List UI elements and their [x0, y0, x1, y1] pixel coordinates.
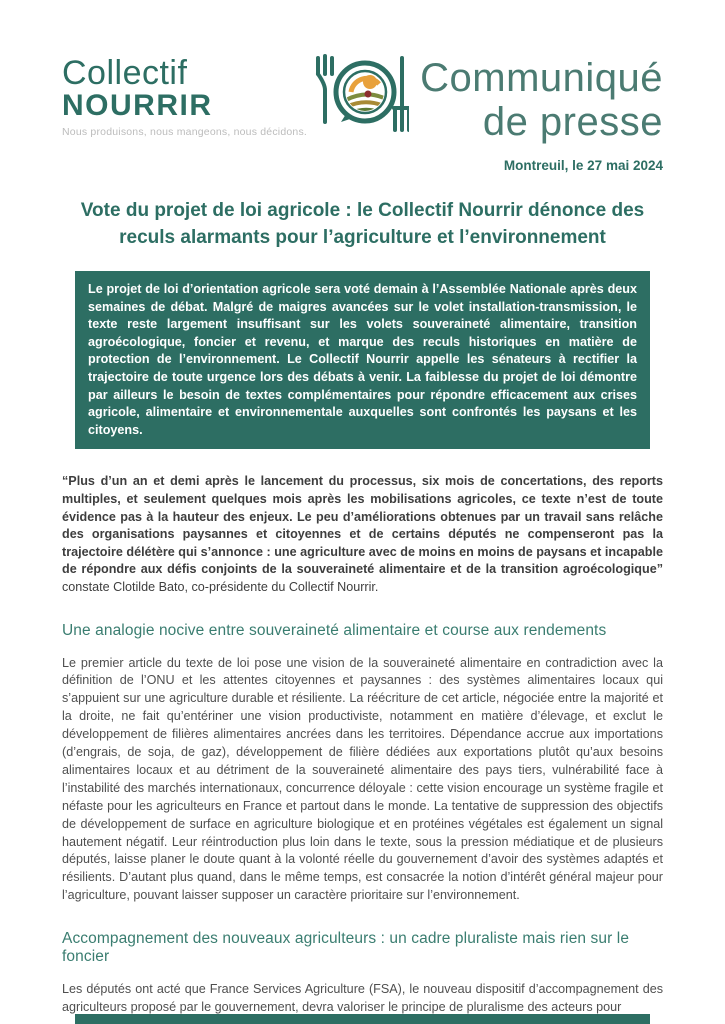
- section-heading-accompagnement: Accompagnement des nouveaux agriculteurs : un cadre pluraliste mais rien sur le foncier: [62, 930, 630, 966]
- headline: Vote du projet de loi agricole : le Collectif Nourrir dénonce des reculs alarmants pour l’agriculture et l’environnement: [80, 200, 645, 248]
- quote-paragraph: [62, 473, 663, 596]
- dateline: Montreuil, le 27 mai 2024: [503, 158, 663, 173]
- logo-tagline: Nous produisons, nous mangeons, nous décidons.: [62, 126, 308, 138]
- section-body-souverainete: Le premier article du texte de loi pose une vision de la souveraineté alimentaire en contradiction avec la définition de l’ONU et les attentes citoyennes et paysannes : des systèmes alimentaires locaux qui s’appuient sur une agriculture durable et résiliente. La réécriture de cet article, négociée entre la majorité et la droite, ne fait qu’entériner une vision productiviste, notamment en matière d’élevage, et exclut le développement de filières alimentaires ancrées dans les territoires. Dépendance accrue aux importations (d’engrais, de soja, de gaz), développement de filière dédiées aux exportations plutôt qu’aux besoins alimentaires locaux et au détriment de la souveraineté alimentaire des pays tiers, vulnérabilité face à l’instabilité des marchés internationaux, concurrence déloyale : cette vision encourage un système fragile et néfaste pour les agriculteurs en France et partout dans le monde. La tentative de suppression des objectifs de développement de surface en agriculture biologique et en protéines végétales est également un signal hautement négatif. Leur réintroduction plus loin dans le texte, sous la pression médiatique et de plusieurs députés, laisse planer le doute quant à la volonté réelle du gouvernement d’avoir des systèmes adaptés et résilients. D’autant plus quand, dans le même temps, est consacrée la notion d’intérêt général majeur pour l’agriculture, pouvant laisser supposer un caractère prioritaire sur l’environnement.: [62, 655, 663, 903]
- logo-text: [62, 56, 307, 138]
- header: [62, 0, 663, 173]
- plate-field-icon: [336, 63, 394, 122]
- collectif-nourrir-logo: [62, 56, 409, 145]
- fork-icon: [318, 56, 332, 122]
- footer-color-bar: [75, 1014, 650, 1024]
- quote-text: “Plus d’un an et demi après le lancement du processus, six mois de concertations, des reports multiples, et seulement quelques mois après les mobilisations agricoles, ce texte n’est de toute évidence pas à la hauteur des enjeux. Le peu d’améliorations obtenues par un travail sans relâche des organisations paysannes et citoyennes et de certains députés ne compenseront pas la trajectoire délétère qui s’annonce : une agriculture avec de moins en moins de paysans et incapable de répondre aux défis conjoints de la souveraineté alimentaire et de la transition agroécologique”: [62, 474, 663, 577]
- doc-type-line2: de presse: [482, 100, 663, 144]
- logo-subtitle: NOURRIR: [62, 89, 213, 122]
- section-body-accompagnement: Les députés ont acté que France Services Agriculture (FSA), le nouveau dispositif d’accompagnement des agriculteurs proposé par le gouvernement, devra valoriser le principe de pluralisme des acteurs pour: [62, 982, 663, 1015]
- doc-type-line1: Communiqué: [420, 56, 663, 100]
- section-heading-souverainete: Une analogie nocive entre souveraineté alimentaire et course aux rendements: [62, 621, 607, 639]
- logo-title: Collectif: [62, 54, 188, 92]
- logo-icon: [313, 52, 409, 145]
- lead-summary-box: Le projet de loi d’orientation agricole sera voté demain à l’Assemblée Nationale après deux semaines de débat. Malgré de maigres avancées sur le volet installation-transmission, le texte reste largement insuffisant sur les volets souveraineté alimentaire, transition agroécologique, foncier et revenu, et marque des reculs historiques en matière de protection de l’environnement. Le Collectif Nourrir appelle les sénateurs à rectifier la trajectoire de toute urgence lors des débats à venir. La faiblesse du projet de loi démontre par ailleurs le besoin de textes complémentaires pour répondre efficacement aux crises agricole, alimentaire et environnementale auxquelles sont confrontés les paysans et les citoyens.: [75, 271, 650, 449]
- doc-type-block: [420, 56, 663, 173]
- quote-attribution: constate Clotilde Bato, co-présidente du Collectif Nourrir.: [62, 579, 379, 594]
- doc-type-title: [420, 56, 663, 144]
